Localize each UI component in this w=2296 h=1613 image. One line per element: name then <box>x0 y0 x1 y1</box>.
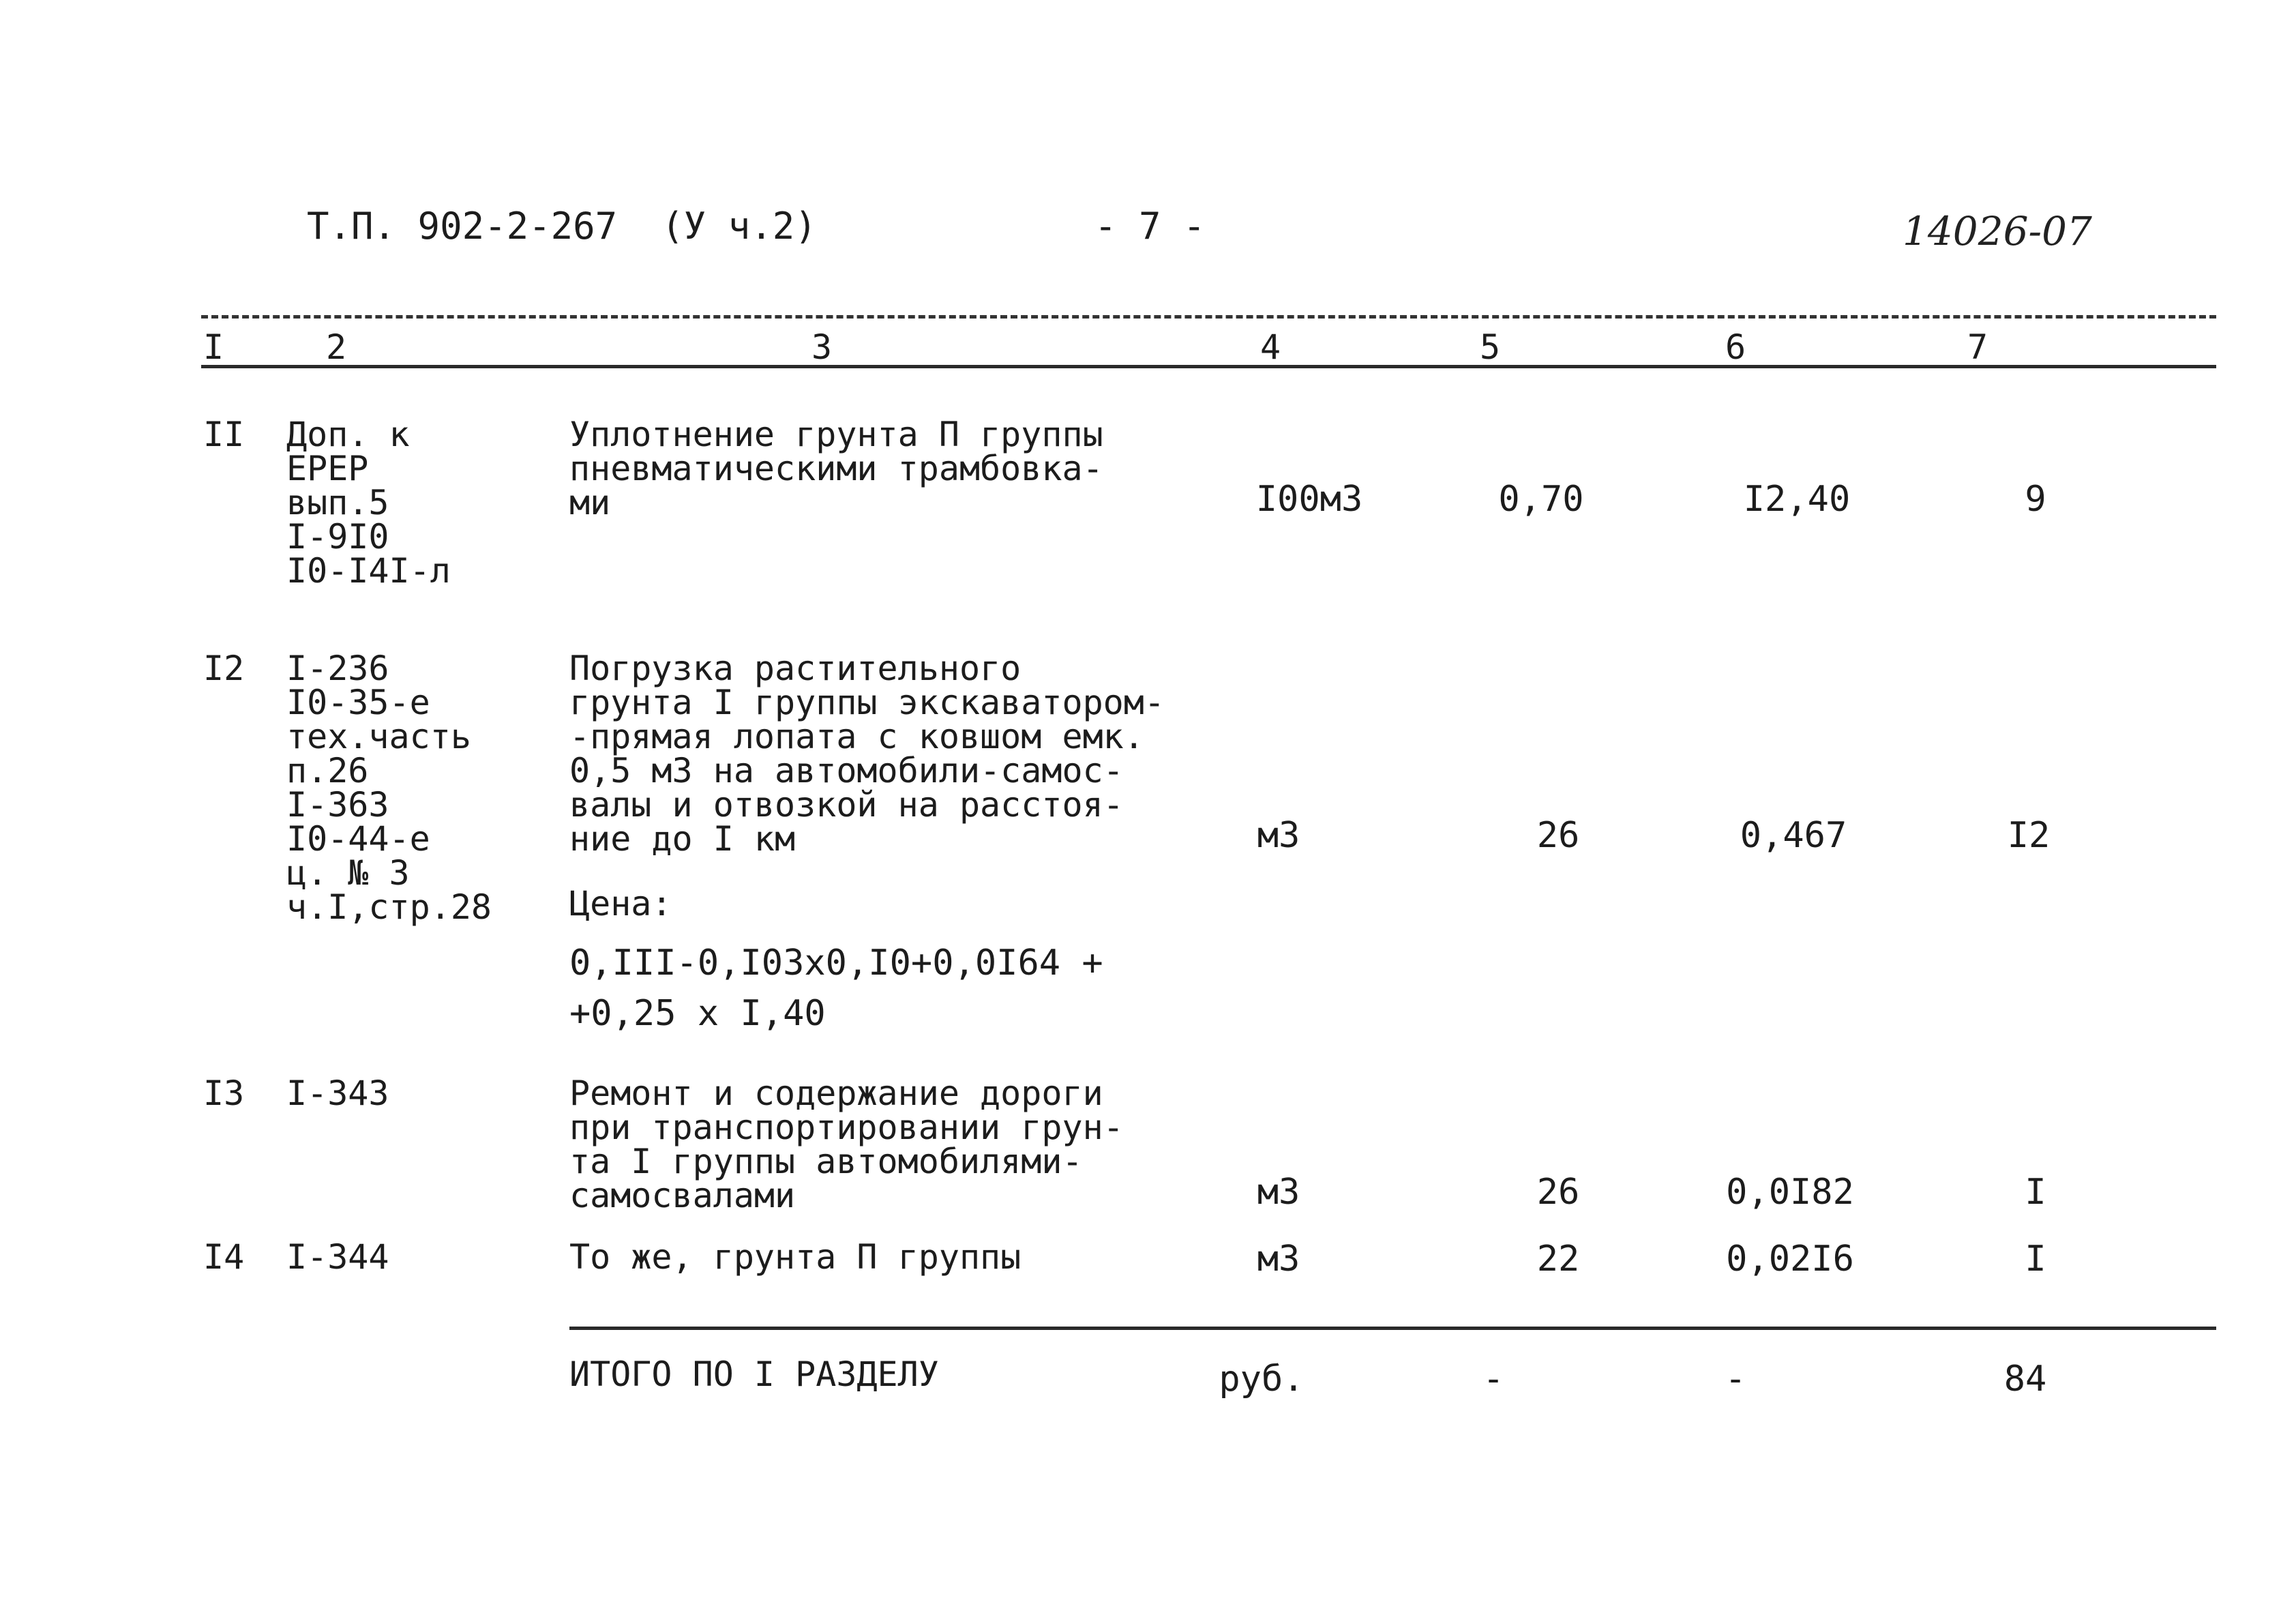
row-unit: м3 <box>1257 1239 1300 1279</box>
summary-rule <box>569 1327 2216 1330</box>
row-description: Ремонт и содержание дороги при транспортировании грун- та I группы автомобилями- самосвалами <box>569 1074 1124 1215</box>
column-number-7: 7 <box>1967 327 1988 367</box>
row-quantity: 0,70 <box>1498 479 1584 520</box>
summary-quantity: - <box>1482 1359 1504 1400</box>
row-total: I2 <box>2007 815 2051 856</box>
column-number-4: 4 <box>1260 327 1281 367</box>
document-code: Т.П. 902-2-267 (У ч.2) <box>307 205 817 248</box>
row-price: I2,40 <box>1743 479 1851 520</box>
row-description: Погрузка растительного грунта I группы экскаватором- -прямая лопата с ковшом емк. 0,5 м3 на автомобили-самос- валы и отвозкой на расстоя- ние до I км <box>569 649 1165 859</box>
row-reference: I-236 I0-35-е тех.часть п.26 I-363 I0-44-е ц. № 3 ч.I,стр.28 <box>286 649 492 927</box>
row-number: I4 <box>203 1237 245 1277</box>
row-quantity: 26 <box>1536 1172 1580 1213</box>
row-unit: м3 <box>1257 1172 1300 1213</box>
row-description: Уплотнение грунта П группы пневматическими трамбовка- ми <box>569 415 1103 522</box>
row-description: То же, грунта П группы <box>569 1237 1022 1277</box>
row-quantity: 26 <box>1536 815 1580 856</box>
page-number: - 7 - <box>1094 205 1206 248</box>
column-number-2: 2 <box>326 327 347 367</box>
row-price: 0,0I82 <box>1726 1172 1854 1213</box>
summary-total: 84 <box>2003 1359 2047 1400</box>
row-number: I2 <box>203 649 245 688</box>
row-number: II <box>203 415 245 454</box>
row-number: I3 <box>203 1074 245 1113</box>
row-unit: м3 <box>1257 815 1300 856</box>
summary-unit: руб. <box>1219 1359 1304 1400</box>
column-number-6: 6 <box>1725 327 1746 367</box>
column-number-5: 5 <box>1480 327 1501 367</box>
row-unit: I00м3 <box>1255 479 1363 520</box>
row-reference: I-343 <box>286 1074 389 1113</box>
column-number-3: 3 <box>811 327 833 367</box>
row-reference: Доп. к ЕРЕР вып.5 I-9I0 I0-I4I-л <box>286 415 451 591</box>
row-total: 9 <box>2025 479 2046 520</box>
table-header-rule <box>201 365 2216 368</box>
price-formula: 0,III-0,I03x0,I0+0,0I64 + +0,25 x I,40 <box>569 943 1103 1034</box>
price-label: Цена: <box>569 884 672 923</box>
summary-label: ИТОГО ПО I РАЗДЕЛУ <box>569 1355 939 1394</box>
inventory-number: 14026-07 <box>1903 208 2092 254</box>
column-number-1: I <box>203 327 224 367</box>
summary-price: - <box>1725 1359 1746 1400</box>
row-total: I <box>2025 1172 2046 1213</box>
row-price: 0,467 <box>1740 815 1847 856</box>
row-price: 0,02I6 <box>1726 1239 1854 1279</box>
row-total: I <box>2025 1239 2046 1279</box>
table-top-rule <box>201 315 2216 319</box>
row-quantity: 22 <box>1536 1239 1580 1279</box>
row-reference: I-344 <box>286 1237 389 1277</box>
